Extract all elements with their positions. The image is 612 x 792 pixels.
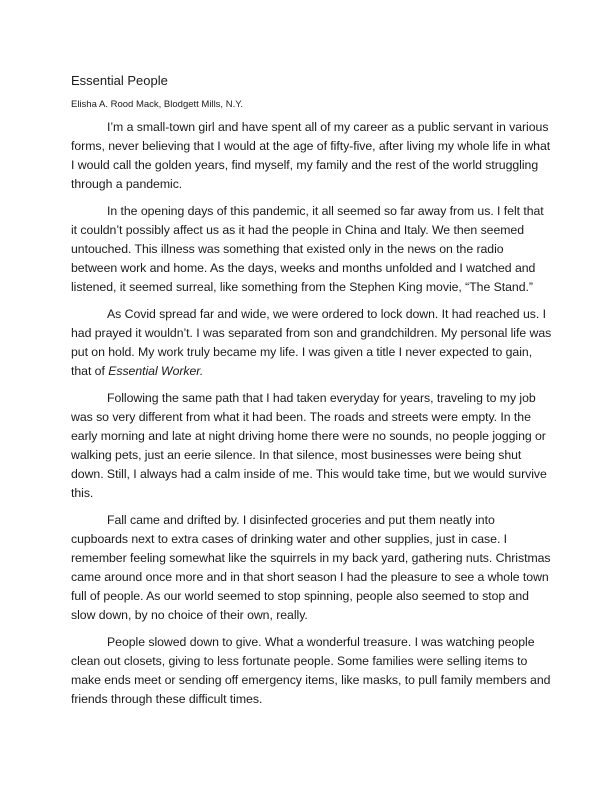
document-body (71, 118, 552, 709)
paragraph-3-text: As Covid spread far and wide, we were ordered to lock down. It had reached us. I had prayed it wouldn’t. I was separated from son and grandchildren. My personal life was put on hold. My work truly became my life. I was given a title I never expected to gain, that of (71, 307, 552, 378)
paragraph-3 (71, 305, 552, 381)
document-title: Essential People (71, 73, 168, 88)
paragraph-2: In the opening days of this pandemic, it all seemed so far away from us. I felt that it couldn’t possibly affect us as it had the people in China and Italy. We then seemed untouched. This illness was something that existed only in the news on the radio between work and home. As the days, weeks and months unfolded and I watched and listened, it seemed surreal, like something from the Stephen King movie, “The Stand.” (71, 204, 544, 294)
paragraph-6: People slowed down to give. What a wonderful treasure. I was watching people clean out closets, giving to less fortunate people. Some families were selling items to make ends meet or sending off emergency items, like masks, to pull family members and friends through these difficult times. (71, 635, 551, 706)
paragraph-1: I’m a small-town girl and have spent all of my career as a public servant in various forms, never believing that I would at the age of fifty-five, after living my whole life in what I would call the golden years, find myself, my family and the rest of the world struggling through a pandemic. (71, 120, 551, 191)
paragraph-3-emphasis: Essential Worker. (108, 364, 204, 378)
paragraph-5: Fall came and drifted by. I disinfected groceries and put them neatly into cupboards next to extra cases of drinking water and other supplies, just in case. I remember feeling somewhat like the squirrels in my back yard, gathering nuts. Christmas came around once more and in that short season I had the pleasure to see a whole town full of people. As our world seemed to stop spinning, people also seemed to stop and slow down, by no choice of their own, really. (71, 513, 551, 622)
paragraph-4: Following the same path that I had taken everyday for years, traveling to my job was so very different from what it had been. The roads and streets were empty. In the early morning and late at night driving home there were no sounds, no people jogging or walking pets, just an eerie silence. In that silence, most businesses were being shut down. Still, I always had a calm inside of me. This would take time, but we would survive this. (71, 391, 547, 500)
author-byline: Elisha A. Rood Mack, Blodgett Mills, N.Y. (71, 99, 243, 110)
